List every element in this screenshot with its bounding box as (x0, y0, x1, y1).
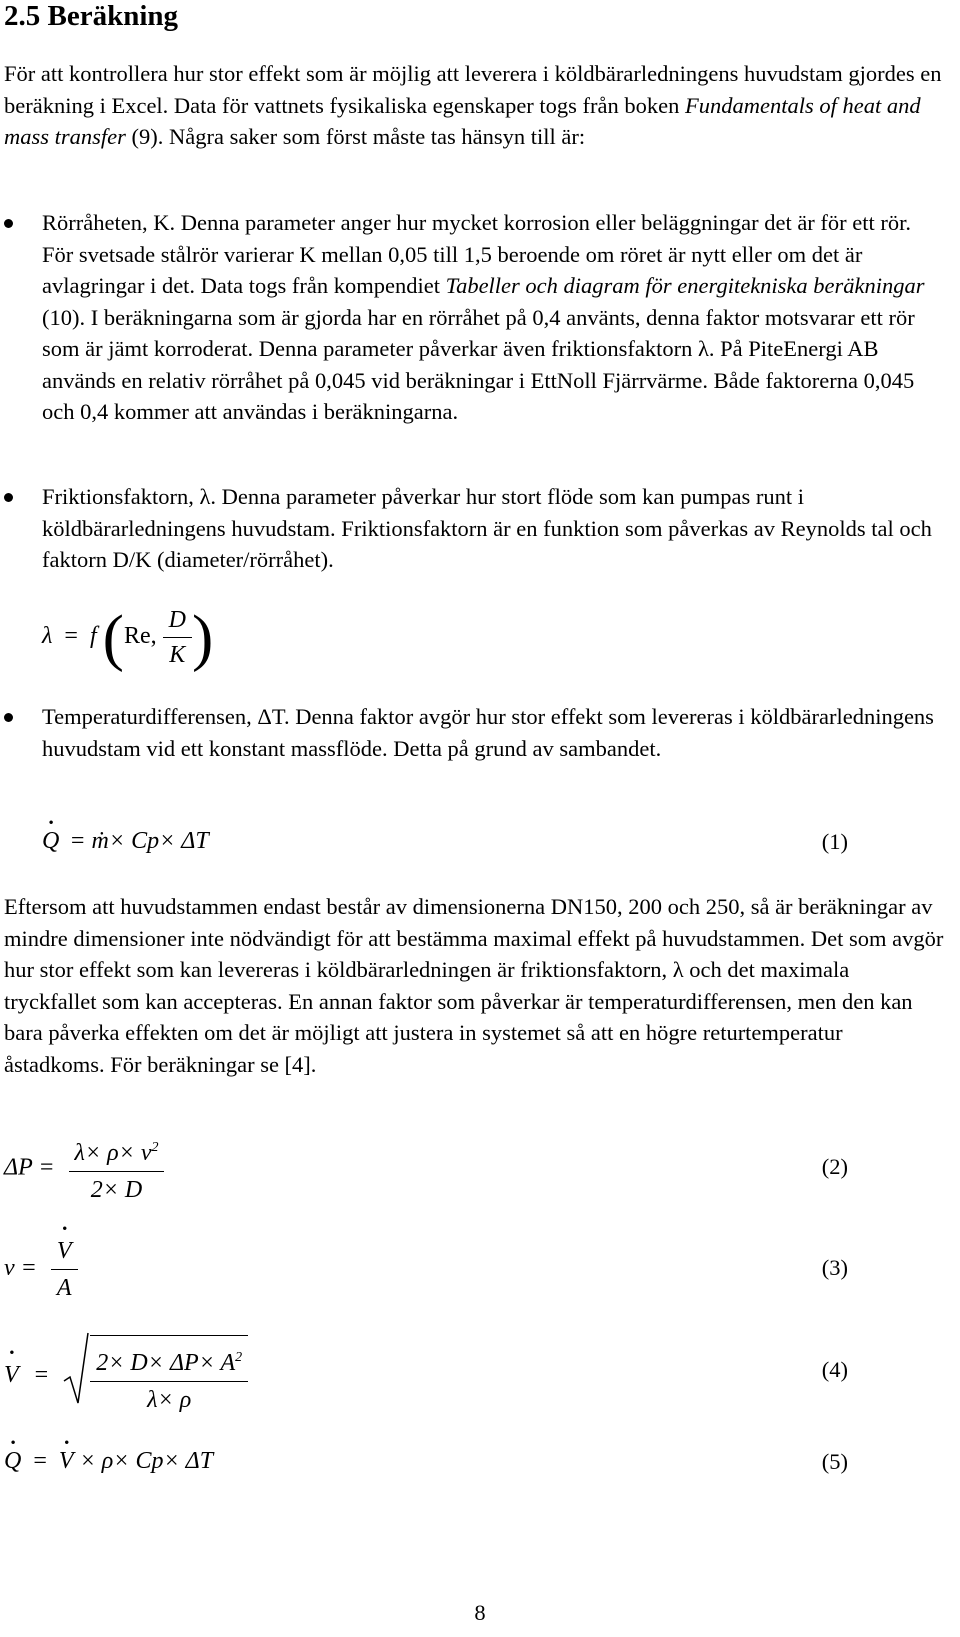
equation-1-number: (1) (821, 829, 848, 854)
eq-lambda-num: D (168, 606, 186, 633)
eq4-lhs-v: · V (4, 1335, 19, 1415)
equation-lambda (42, 596, 213, 676)
eq3-num-text: · V (57, 1235, 72, 1267)
intro-book-title: Fundamentals of heat and mass transfer (4, 92, 921, 149)
eq5-rest: × ρ× Cp× ΔT (79, 1448, 214, 1474)
eq4-sqrt (64, 1335, 248, 1418)
intro-paragraph (4, 58, 944, 153)
eq1-rhs: = ṁ× Cp× ΔT (69, 828, 209, 854)
equation-5-number: (5) (821, 1449, 848, 1474)
bullet-3-marker (4, 713, 13, 722)
eq-lambda-lhs: λ (42, 623, 53, 649)
bullet-1-text-1: Rörråheten, K. Denna parameter anger hur mycket korrosion eller beläggningar det är för ett rör. För svetsade stålrör varierar K mellan 0,05 till 1,5 beroende om röret är nytt eller om det är avlagringar i det. Data togs från kompendiet (42, 210, 912, 298)
paragraph-2: Eftersom att huvudstammen endast består av dimensionerna DN150, 200 och 250, så är beräkningar av mindre dimensioner inte nödvändigt för att bestämma maximal effekt på huvudstammen. Det som avgör hur stor effekt som kan levereras i köldbärarledningen är friktionsfaktorn, λ och det maximala tryckfallet som kan accepteras. En annan faktor som påverkar är temperaturdifferensen, men den kan bara påverka effekten om det är möjligt att justera in systemet så att en högre returtemperatur åstadkoms. För beräkningar se [4]. (4, 894, 944, 1077)
intro-text-2: (9). Några saker som först måste tas hänsyn till är: (125, 124, 586, 149)
eq4-equals: = (34, 1362, 49, 1389)
eq3-fraction (51, 1235, 78, 1304)
eq2-num (69, 1132, 165, 1171)
equation-3 (4, 1234, 78, 1302)
equation-2-number: (2) (821, 1154, 848, 1179)
eq3-den: A (51, 1269, 78, 1304)
equation-2 (4, 1132, 164, 1203)
eq-lambda-fraction (163, 605, 192, 670)
equation-4 (4, 1335, 248, 1415)
page-number: 8 (474, 1600, 486, 1625)
eq2-num-sup: 2 (151, 1140, 159, 1155)
bullet-1-text-2: (10). I beräkningarna som är gjorda har en rörråhet på 0,4 använts, denna faktor motsvarar ett rör som är jämt korroderat. Denna parameter påverkar även friktionsfaktorn λ. På PiteEnergi AB används en relativ rörråhet på 0,045 vid beräkningar i EttNoll Fjärrvärme. Både faktorerna 0,045 och 0,4 kommer att användas i beräkningarna. (42, 304, 915, 424)
eq4-num-sup: 2 (235, 1350, 243, 1366)
bullet-1-book-title: Tabeller och diagram för energitekniska beräkningar (445, 273, 925, 298)
sqrt-sign-icon (62, 1331, 90, 1409)
eq5-equals: = (33, 1448, 47, 1474)
eq-lambda-den: K (163, 637, 192, 670)
equation-3-number: (3) (821, 1255, 848, 1280)
eq3-num (51, 1235, 78, 1269)
section-heading: 2.5 Beräkning (4, 0, 179, 32)
eq-lambda-f: f (89, 623, 97, 649)
equation-1 (42, 828, 209, 855)
eq2-den: 2× D (69, 1171, 165, 1206)
eq3-lhs: v = (4, 1255, 37, 1281)
eq-lambda-equals: = (64, 623, 78, 649)
eq5-q: · Q (4, 1448, 21, 1475)
eq4-num (90, 1342, 248, 1381)
eq-lambda-close-paren: ) (191, 601, 214, 673)
bullet-1-marker (4, 219, 13, 228)
eq-lambda-re: Re, (123, 623, 157, 649)
bullet-2-marker (4, 493, 13, 502)
bullet-3-text: Temperaturdifferensen, ΔT. Denna faktor avgör hur stor effekt som levereras i köldbärarledningens huvudstam vid ett konstant massflöde. Detta på grund av sambandet. (42, 704, 934, 761)
eq2-fraction (69, 1132, 165, 1206)
eq4-den: λ× ρ (90, 1381, 248, 1416)
eq2-num-text: λ× ρ× v (74, 1140, 152, 1166)
eq5-v: · V (59, 1448, 74, 1475)
bullet-2-text: Friktionsfaktorn, λ. Denna parameter påverkar hur stort flöde som kan pumpas runt i köldbärarledningens huvudstam. Friktionsfaktorn är en funktion som påverkas av Reynolds tal och faktorn D/K (diameter/rörråhet). (42, 484, 932, 572)
eq1-q: · Q (42, 828, 59, 855)
eq4-fraction (90, 1342, 248, 1416)
bullet-1-text (42, 207, 947, 428)
eq2-lhs: ΔP = (4, 1154, 55, 1181)
equation-5 (4, 1448, 213, 1475)
eq4-num-text: 2× D× ΔP× A (96, 1350, 236, 1377)
equation-4-number: (4) (821, 1357, 848, 1382)
eq-lambda-open-paren: ( (102, 601, 124, 673)
intro-text-1: För att kontrollera hur stor effekt som är möjlig att leverera i köldbärarledningens huvudstam gjordes en beräkning i Excel. Data för vattnets fysikaliska egenskaper togs från boken (4, 61, 942, 118)
